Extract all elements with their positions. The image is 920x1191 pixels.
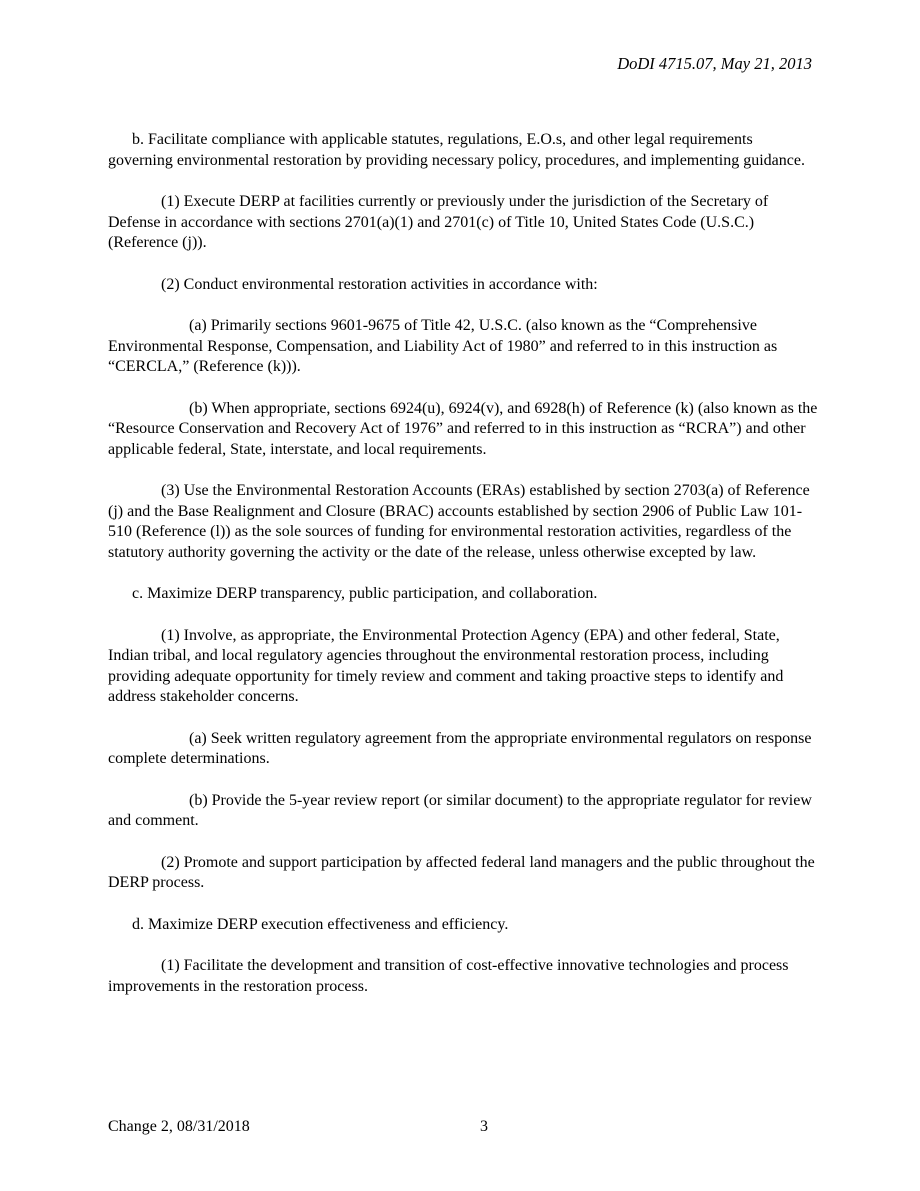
paragraph-d-1: (1) Facilitate the development and transition of cost-effective innovative technologies and process improvements in the restoration process. (108, 957, 789, 995)
paragraph-c-1: (1) Involve, as appropriate, the Environmental Protection Agency (EPA) and other federal, State, Indian tribal, and local regulatory agencies throughout the environmental restoration process, including providing adequate opportunity for timely review and comment and taking proactive steps to identify and address stakeholder concerns. (108, 626, 784, 706)
paragraph-b-3: (3) Use the Environmental Restoration Accounts (ERAs) established by section 2703(a) of Reference (j) and the Base Realignment and Closure (BRAC) accounts established by section 2906 of Public Law 101-510 (Reference (l)) as the sole sources of funding for environmental restoration activities, regardless of the statutory authority governing the activity or the date of the release, unless otherwise excepted by law. (108, 482, 810, 561)
page-number: 3 (480, 1118, 488, 1135)
paragraph-c-1-b: (b) Provide the 5-year review report (or similar document) to the appropriate regulator for review and comment. (108, 791, 812, 830)
change-footer: Change 2, 08/31/2018 (108, 1118, 250, 1135)
paragraph-c: c. Maximize DERP transparency, public participation, and collaboration. (132, 585, 598, 603)
paragraph-c-1-a: (a) Seek written regulatory agreement from the appropriate environmental regulators on response complete determinations. (108, 729, 812, 768)
paragraph-c-2: (2) Promote and support participation by affected federal land managers and the public throughout the DERP process. (108, 853, 815, 892)
document-reference-header: DoDI 4715.07, May 21, 2013 (617, 54, 812, 73)
paragraph-b-1: (1) Execute DERP at facilities currently or previously under the jurisdiction of the Secretary of Defense in accordance with sections 2701(a)(1) and 2701(c) of Title 10, United States Code (U.S.C.) (Reference (j)). (108, 192, 769, 252)
paragraph-d: d. Maximize DERP execution effectiveness and efficiency. (132, 915, 509, 933)
document-body (108, 130, 818, 1018)
paragraph-b-2-a: (a) Primarily sections 9601-9675 of Title 42, U.S.C. (also known as the “Comprehensive Environmental Response, Compensation, and Liability Act of 1980” and referred to in this instruction as “CERCLA,” (Reference (k))). (108, 316, 778, 376)
paragraph-b: b. Facilitate compliance with applicable statutes, regulations, E.O.s, and other legal requirements governing environmental restoration by providing necessary policy, procedures, and implementing guidance. (108, 131, 805, 169)
paragraph-b-2-b: (b) When appropriate, sections 6924(u), 6924(v), and 6928(h) of Reference (k) (also known as the “Resource Conservation and Recovery Act of 1976” and referred to in this instruction as “RCRA”) and other applicable federal, State, interstate, and local requirements. (108, 399, 818, 458)
paragraph-b-2: (2) Conduct environmental restoration activities in accordance with: (161, 275, 598, 293)
